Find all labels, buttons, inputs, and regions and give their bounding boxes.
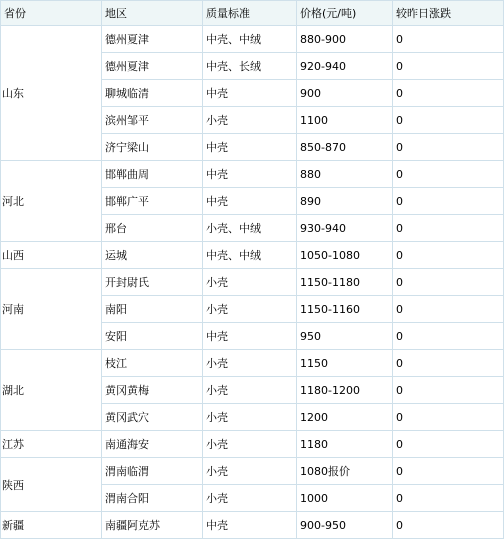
grade-cell: 中壳、中绒 [203, 26, 297, 53]
area-cell: 枝江 [102, 350, 203, 377]
grade-cell: 小壳 [203, 404, 297, 431]
grade-cell: 小壳 [203, 485, 297, 512]
change-cell: 0 [393, 80, 504, 107]
grade-cell: 小壳 [203, 107, 297, 134]
grade-cell: 中壳 [203, 512, 297, 539]
grade-cell: 小壳 [203, 458, 297, 485]
price-cell: 930-940 [297, 215, 393, 242]
price-cell: 1080报价 [297, 458, 393, 485]
price-cell: 1050-1080 [297, 242, 393, 269]
price-cell: 950 [297, 323, 393, 350]
change-cell: 0 [393, 485, 504, 512]
table-row [1, 26, 504, 53]
province-cell: 河南 [1, 269, 102, 350]
area-cell: 邢台 [102, 215, 203, 242]
grade-cell: 中壳 [203, 161, 297, 188]
price-cell: 1150-1160 [297, 296, 393, 323]
price-cell: 880-900 [297, 26, 393, 53]
grade-cell: 小壳 [203, 431, 297, 458]
area-cell: 开封尉氏 [102, 269, 203, 296]
province-cell: 江苏 [1, 431, 102, 458]
area-cell: 邯郸广平 [102, 188, 203, 215]
change-cell: 0 [393, 296, 504, 323]
area-cell: 运城 [102, 242, 203, 269]
province-cell: 山东 [1, 26, 102, 161]
table-row [1, 431, 504, 458]
change-cell: 0 [393, 188, 504, 215]
province-cell: 河北 [1, 161, 102, 242]
price-cell: 890 [297, 188, 393, 215]
area-cell: 黄冈武穴 [102, 404, 203, 431]
change-cell: 0 [393, 161, 504, 188]
change-cell: 0 [393, 53, 504, 80]
area-cell: 德州夏津 [102, 53, 203, 80]
change-cell: 0 [393, 215, 504, 242]
change-cell: 0 [393, 350, 504, 377]
area-cell: 滨州邹平 [102, 107, 203, 134]
grade-cell: 小壳 [203, 377, 297, 404]
grade-cell: 中壳、中绒 [203, 242, 297, 269]
header-area: 地区 [102, 1, 203, 26]
table-row [1, 242, 504, 269]
area-cell: 渭南临渭 [102, 458, 203, 485]
header-province: 省份 [1, 1, 102, 26]
price-cell: 880 [297, 161, 393, 188]
grade-cell: 小壳 [203, 269, 297, 296]
grade-cell: 小壳、中绒 [203, 215, 297, 242]
grade-cell: 中壳 [203, 323, 297, 350]
grade-cell: 中壳 [203, 80, 297, 107]
price-cell: 1200 [297, 404, 393, 431]
price-cell: 920-940 [297, 53, 393, 80]
area-cell: 南通海安 [102, 431, 203, 458]
change-cell: 0 [393, 242, 504, 269]
table-row [1, 350, 504, 377]
area-cell: 渭南合阳 [102, 485, 203, 512]
change-cell: 0 [393, 26, 504, 53]
grade-cell: 中壳、长绒 [203, 53, 297, 80]
area-cell: 南疆阿克苏 [102, 512, 203, 539]
header-price: 价格(元/吨) [297, 1, 393, 26]
area-cell: 黄冈黄梅 [102, 377, 203, 404]
change-cell: 0 [393, 269, 504, 296]
price-cell: 900-950 [297, 512, 393, 539]
change-cell: 0 [393, 404, 504, 431]
price-cell: 1150 [297, 350, 393, 377]
change-cell: 0 [393, 512, 504, 539]
grade-cell: 中壳 [203, 188, 297, 215]
change-cell: 0 [393, 377, 504, 404]
table-row [1, 269, 504, 296]
province-cell: 新疆 [1, 512, 102, 539]
price-cell: 900 [297, 80, 393, 107]
table-row [1, 161, 504, 188]
grade-cell: 小壳 [203, 350, 297, 377]
province-cell: 陕西 [1, 458, 102, 512]
price-cell: 1180-1200 [297, 377, 393, 404]
change-cell: 0 [393, 107, 504, 134]
change-cell: 0 [393, 431, 504, 458]
price-cell: 1150-1180 [297, 269, 393, 296]
price-cell: 1000 [297, 485, 393, 512]
price-cell: 850-870 [297, 134, 393, 161]
table-row [1, 458, 504, 485]
header-change: 较昨日涨跌 [393, 1, 504, 26]
header-grade: 质量标准 [203, 1, 297, 26]
province-cell: 湖北 [1, 350, 102, 431]
change-cell: 0 [393, 458, 504, 485]
header-row [1, 1, 504, 26]
grade-cell: 中壳 [203, 134, 297, 161]
area-cell: 聊城临清 [102, 80, 203, 107]
grade-cell: 小壳 [203, 296, 297, 323]
province-cell: 山西 [1, 242, 102, 269]
price-cell: 1180 [297, 431, 393, 458]
price-cell: 1100 [297, 107, 393, 134]
area-cell: 济宁梁山 [102, 134, 203, 161]
area-cell: 安阳 [102, 323, 203, 350]
area-cell: 邯郸曲周 [102, 161, 203, 188]
area-cell: 南阳 [102, 296, 203, 323]
area-cell: 德州夏津 [102, 26, 203, 53]
change-cell: 0 [393, 323, 504, 350]
table-row [1, 512, 504, 539]
change-cell: 0 [393, 134, 504, 161]
